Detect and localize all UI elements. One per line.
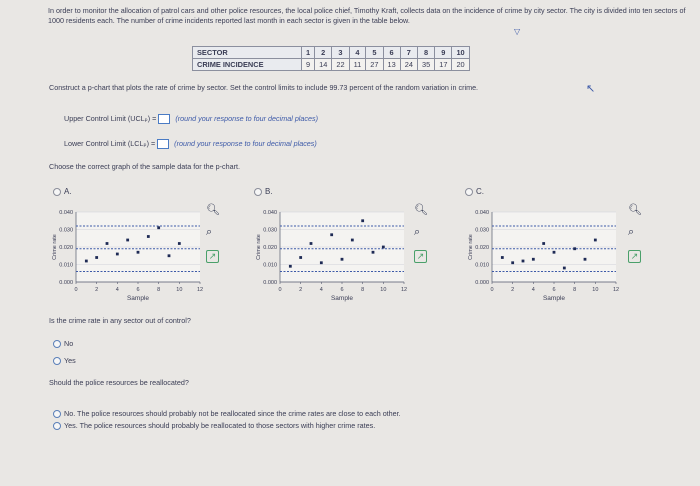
incidence-cell: 11 [349,59,366,71]
data-point [137,251,140,254]
sector-cell: 10 [452,47,469,59]
incidence-cell: 17 [435,59,452,71]
x-tick-label: 2 [299,287,303,293]
incidence-cell: 14 [315,59,332,71]
chart-a-svg [48,204,208,304]
data-point [542,242,545,245]
data-point [563,267,566,270]
zoom-out-icon[interactable]: ⌕ [628,226,635,238]
control-no-radio[interactable] [53,340,61,348]
y-tick-label: 0.010 [475,262,489,269]
data-point [157,226,160,229]
incidence-cell: 27 [366,59,383,71]
y-tick-label: 0.030 [475,227,489,234]
zoom-in-icon[interactable]: 🔍︎ [206,204,220,216]
data-point [126,239,129,242]
data-point [95,256,98,259]
y-axis-label: Crime rate [468,234,474,260]
incidence-cell: 9 [302,59,315,71]
expand-icon[interactable]: ▽ [514,27,521,36]
option-b-label: B. [265,187,273,196]
y-tick-label: 0.030 [263,227,277,234]
control-yes-label: Yes [64,356,76,365]
zoom-in-icon[interactable]: 🔍︎ [414,204,428,216]
x-tick-label: 2 [95,287,99,293]
data-point [553,251,556,254]
y-tick-label: 0.040 [475,210,489,216]
option-b-radio[interactable] [254,188,262,196]
data-point [310,242,313,245]
data-point [351,239,354,242]
construct-instruction: Construct a p-chart that plots the rate of crime by sector. Set the control limits to include 99.73 percent of the random variation in crime. [49,83,479,92]
x-axis-label: Sample [330,295,354,302]
table-data-row [193,59,470,71]
zoom-out-icon[interactable]: ⌕ [206,226,213,238]
incidence-cell: 24 [400,59,417,71]
x-tick-label: 8 [157,287,161,293]
chart-a [48,204,208,304]
incidence-cell: 20 [452,59,469,71]
choose-instruction: Choose the correct graph of the sample data for the p-chart. [49,162,240,171]
y-axis-label: Crime rate [256,234,262,260]
data-point [341,258,344,261]
x-tick-label: 6 [552,287,556,293]
realloc-yes-radio[interactable] [53,422,61,430]
data-point [573,247,576,250]
option-c-radio[interactable] [465,188,473,196]
option-a-radio[interactable] [53,188,61,196]
x-tick-label: 4 [319,287,323,293]
mouse-cursor-icon: ↖ [586,83,596,95]
y-tick-label: 0.000 [263,280,277,286]
sector-cell: 5 [366,47,383,59]
data-point [299,256,302,259]
x-tick-label: 10 [380,287,387,293]
y-tick-label: 0.010 [59,262,73,269]
chart-b-svg [252,204,412,304]
data-point [330,233,333,236]
lcl-label: Lower Control Limit (LCLₚ) = [64,139,156,148]
data-point [147,235,150,238]
data-point [372,251,375,254]
question-reallocate: Should the police resources be reallocated? [49,378,189,387]
y-tick-label: 0.040 [59,210,73,216]
option-b[interactable] [254,187,273,196]
x-tick-label: 2 [511,287,515,293]
y-tick-label: 0.040 [263,210,277,216]
incidence-cell: 35 [417,59,434,71]
data-point [584,258,587,261]
option-c-label: C. [476,187,484,196]
y-tick-label: 0.020 [59,245,73,251]
control-choice-no[interactable] [53,339,73,348]
control-no-label: No [64,339,74,348]
y-tick-label: 0.010 [263,262,277,269]
data-point [522,260,525,263]
data-point [511,261,514,264]
x-tick-label: 0 [278,287,282,293]
external-link-icon[interactable]: ↗ [206,250,219,263]
x-tick-label: 6 [340,287,344,293]
x-tick-label: 0 [74,287,78,293]
y-tick-label: 0.020 [263,245,277,251]
x-axis-label: Sample [126,295,150,302]
problem-intro: In order to monitor the allocation of patrol cars and other police resources, the local police chief, Timothy Kraft, collects data on the incidence of crime by city sector. The city is divided into ten sectors of 1000 residents each. The number of crime incidents reported last month in each sector is given in the table below. [48,6,686,25]
data-point [501,256,504,259]
option-a[interactable] [53,187,72,196]
y-axis-label: Crime rate [52,234,58,260]
question-out-of-control: Is the crime rate in any sector out of control? [49,316,191,325]
sector-cell: 6 [383,47,400,59]
x-tick-label: 10 [176,287,183,293]
sector-cell: 7 [400,47,417,59]
crime-data-table [192,46,470,71]
sector-cell: 9 [435,47,452,59]
x-axis-label: Sample [542,295,566,302]
sector-cell: 4 [349,47,366,59]
x-tick-label: 0 [490,287,494,293]
lcl-hint: (round your response to four decimal places) [174,139,317,148]
incidence-label: CRIME INCIDENCE [193,59,302,71]
data-point [178,242,181,245]
data-point [594,239,597,242]
control-yes-radio[interactable] [53,357,61,365]
ucl-hint: (round your response to four decimal places) [175,114,318,123]
option-c[interactable] [465,187,484,196]
x-tick-label: 12 [400,287,408,293]
incidence-cell: 13 [383,59,400,71]
sector-cell: 2 [315,47,332,59]
y-tick-label: 0.030 [59,227,73,234]
x-tick-label: 6 [136,287,140,293]
control-choice-yes[interactable] [53,356,76,365]
option-a-label: A. [64,187,72,196]
zoom-out-icon[interactable]: ⌕ [414,226,421,238]
x-tick-label: 12 [196,287,204,293]
sector-cell: 1 [302,47,315,59]
x-tick-label: 8 [361,287,365,293]
data-point [289,265,292,268]
external-link-icon[interactable]: ↗ [414,250,427,263]
data-point [361,219,364,222]
data-point [106,242,109,245]
external-link-icon[interactable]: ↗ [628,250,641,263]
data-point [85,260,88,263]
sector-cell: 8 [417,47,434,59]
x-tick-label: 4 [115,287,119,293]
table-header-row [193,47,470,59]
y-tick-label: 0.000 [475,280,489,286]
y-tick-label: 0.000 [59,280,73,286]
realloc-no-label: No. The police resources should probably not be reallocated since the crime rates are close to each other. [64,409,401,418]
data-point [382,246,385,249]
ucl-input[interactable] [158,114,170,124]
x-tick-label: 4 [531,287,535,293]
data-point [168,254,171,257]
x-tick-label: 10 [592,287,599,293]
ucl-row [64,114,318,124]
chart-c-svg [464,204,624,304]
realloc-choice-no[interactable] [53,409,401,418]
realloc-no-radio[interactable] [53,410,61,418]
lcl-row [64,139,317,149]
x-tick-label: 12 [612,287,620,293]
incidence-cell: 22 [332,59,349,71]
sector-label: SECTOR [193,47,302,59]
sector-cell: 3 [332,47,349,59]
data-point [532,258,535,261]
zoom-in-icon[interactable]: 🔍︎ [628,204,642,216]
chart-c [464,204,624,304]
lcl-input[interactable] [157,139,169,149]
realloc-yes-label: Yes. The police resources should probably be reallocated to those sectors with higher crime rates. [64,421,376,430]
data-point [116,253,119,256]
x-tick-label: 8 [573,287,577,293]
y-tick-label: 0.020 [475,245,489,251]
chart-b [252,204,412,304]
data-point [320,261,323,264]
ucl-label: Upper Control Limit (UCLₚ) = [64,114,157,123]
realloc-choice-yes[interactable] [53,421,375,430]
